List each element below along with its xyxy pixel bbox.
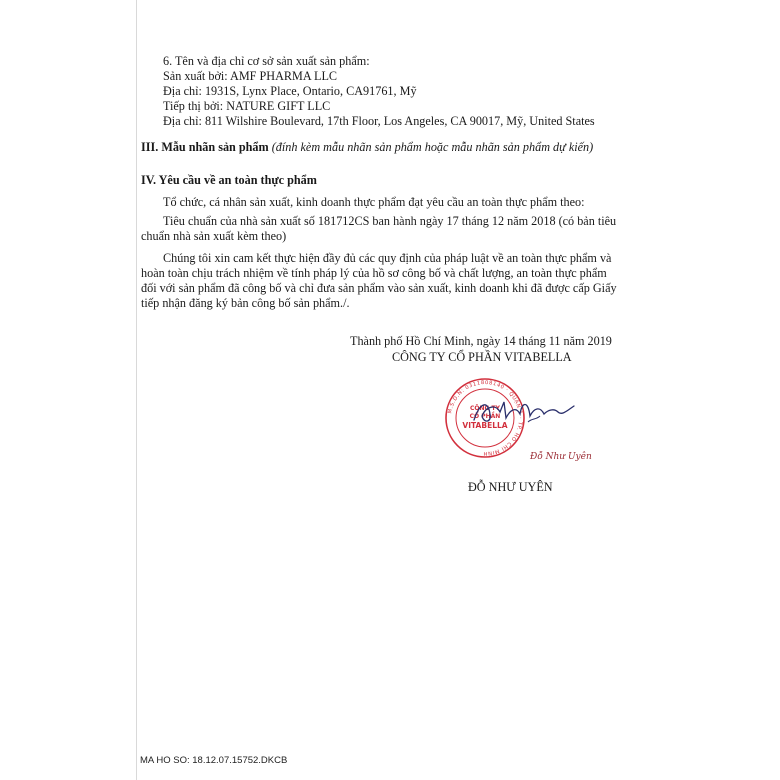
handwritten-signature — [470, 392, 580, 432]
section6-heading: 6. Tên và địa chỉ cơ sở sản xuất sản phẩm: — [163, 54, 370, 68]
file-code: MA HO SO: 18.12.07.15752.DKCB — [140, 755, 288, 766]
svg-text:CỔ PHẦN: CỔ PHẦN — [469, 413, 501, 420]
section4-heading: IV. Yêu cầu về an toàn thực phẩm — [141, 173, 317, 187]
svg-text:M.S.D.N: 0311808140 · QUẬN 1 ·: M.S.D.N: 0311808140 · QUẬN 1 · TP. HỒ CHÍ MINH — [447, 379, 524, 457]
page-edge — [136, 0, 137, 780]
section3-line — [141, 140, 593, 154]
commit-line-3: đối với sản phẩm đã công bố và chỉ đưa sản phẩm vào sản xuất, kinh doanh khi đã được cấp Giấy — [141, 281, 617, 295]
standard-line-2: chuẩn nhà sản xuất kèm theo) — [141, 229, 287, 243]
marketer-address: Địa chỉ: 811 Wilshire Boulevard, 17th Floor, Los Angeles, CA 90017, Mỹ, United States — [163, 114, 595, 128]
svg-text:CÔNG TY: CÔNG TY — [470, 405, 500, 412]
commit-line-1: Chúng tôi xin cam kết thực hiện đầy đủ các quy định của pháp luật về an toàn thực phẩm và — [163, 251, 612, 265]
section4-intro: Tổ chức, cá nhân sản xuất, kinh doanh thực phẩm đạt yêu cầu an toàn thực phẩm theo: — [163, 195, 585, 209]
signer-name: ĐỖ NHƯ UYÊN — [468, 480, 553, 494]
handwritten-name: Đỗ Như Uyên — [530, 452, 592, 462]
commit-line-4: tiếp nhận đăng ký bản công bố sản phẩm./. — [141, 296, 350, 310]
place-date: Thành phố Hồ Chí Minh, ngày 14 tháng 11 năm 2019 — [350, 334, 612, 348]
svg-text:VITABELLA: VITABELLA — [462, 421, 508, 430]
commit-line-2: hoàn toàn chịu trách nhiệm về tính pháp lý của hồ sơ công bố và chất lượng, an toàn thực phẩm — [141, 266, 607, 280]
marketer: Tiếp thị bởi: NATURE GIFT LLC — [163, 99, 331, 113]
section3-heading: III. Mẫu nhãn sản phẩm — [141, 140, 269, 154]
manufacturer: Sản xuất bởi: AMF PHARMA LLC — [163, 69, 338, 83]
manufacturer-address: Địa chỉ: 1931S, Lynx Place, Ontario, CA91761, Mỹ — [163, 84, 417, 98]
company-name: CÔNG TY CỔ PHẦN VITABELLA — [392, 350, 572, 364]
section3-note: (đính kèm mẫu nhãn sản phẩm hoặc mẫu nhãn sản phẩm dự kiến) — [271, 140, 594, 154]
standard-line-1: Tiêu chuẩn của nhà sản xuất số 181712CS ban hành ngày 17 tháng 12 năm 2018 (có bản tiêu — [163, 214, 617, 228]
